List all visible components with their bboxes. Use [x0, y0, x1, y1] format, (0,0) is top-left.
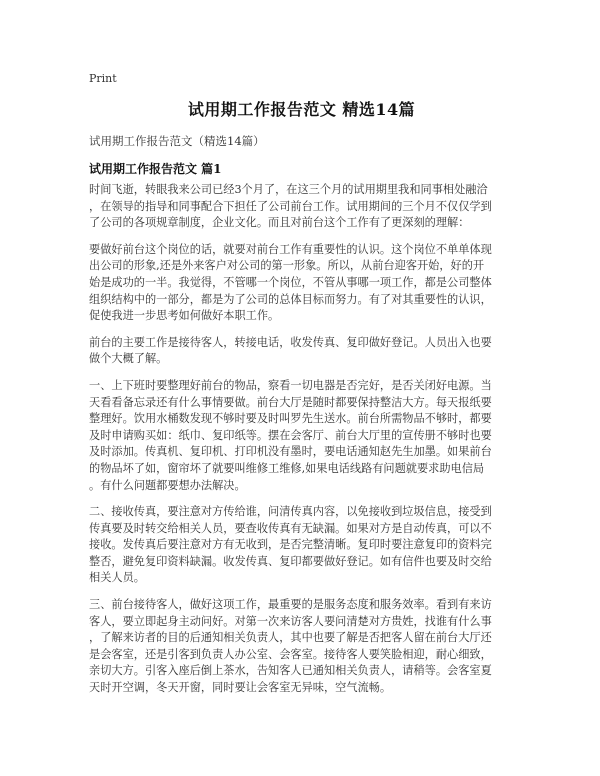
text-line: 接收。发传真后要注意对方有无收到，是否完整清晰。复印时要注意复印的资料完 — [89, 538, 492, 552]
paragraph-item-two — [89, 504, 514, 587]
paragraph-intro — [89, 182, 514, 232]
text-line: 出公司的形象,还是外来客户对公司的第一形象。所以，从前台迎客开始，好的开 — [89, 259, 485, 273]
print-label: Print — [89, 72, 117, 85]
text-line: 相关人员。 — [89, 571, 145, 585]
text-line: 整理好。饮用水桶数发现不够时要及时叫罗先生送水。前台所需物品不够时，都要 — [89, 412, 492, 426]
text-line: 的物品坏了如，窗帘坏了就要叫维修工维修,如果电话线路有问题就要求助电信局 — [89, 461, 485, 475]
text-line: 促使我进一步思考如何做好本职工作。 — [89, 309, 280, 323]
text-line: 天看看备忘录还有什么事情要做。前台大厅是随时都要保持整洁大方。每天报纸要 — [89, 395, 492, 409]
paragraph-main-duties — [89, 335, 514, 368]
text-line: 传真要及时转交给相关人员，要查收传真有无缺漏。如果对方是自动传真，可以不 — [89, 521, 492, 535]
text-line: 。有什么问题都要想办法解决。 — [89, 478, 246, 492]
text-line: 了公司的各项规章制度，企业文化。而且对前台这个工作有了更深刻的理解： — [89, 216, 470, 230]
text-line: 一、上下班时要整理好前台的物品，察看一切电器是否完好，是否关闭好电源。当 — [89, 378, 492, 392]
paragraph-item-one — [89, 378, 514, 494]
body-text — [89, 182, 514, 707]
text-line: 是会客室，还是引客到负责人办公室、会客室。接待客人要笑脸相迎，耐心细致， — [89, 647, 492, 661]
text-line: 亲切大方。引客入座后倒上茶水，告知客人已通知相关负责人，请稍等。会客室夏 — [89, 664, 492, 678]
text-line: 做个大概了解。 — [89, 352, 168, 366]
text-line: 时间飞逝，转眼我来公司已经3个月了，在这三个月的试用期里我和同事相处融洽 — [89, 183, 488, 196]
text-line: 三、前台接待客人，做好这项工作，最重要的是服务态度和服务效率。看到有来访 — [89, 598, 492, 612]
text-line: ，在领导的指导和同事配合下担任了公司前台工作。试用期间的三个月不仅仅学到 — [89, 199, 492, 213]
section-heading: 试用期工作报告范文 篇1 — [89, 162, 222, 176]
paragraph-item-three — [89, 597, 514, 697]
text-line: 天时开空调，冬天开窗，同时要让会客室无异味，空气流畅。 — [89, 681, 392, 695]
paragraph-importance — [89, 242, 514, 325]
text-line: 组织结构中的一部分，都是为了公司的总体目标而努力。有了对其重要性的认识， — [89, 292, 492, 306]
text-line: 整否，避免复印资料缺漏。收发传真、复印都要做好登记。如有信件也要及时交给 — [89, 554, 492, 568]
text-line: 及时添加。传真机、复印机、打印机没有墨时，要电话通知赵先生加墨。如果前台 — [89, 445, 492, 459]
text-line: 客人，要立即起身主动问好。对第一次来访客人要问清楚对方贵姓，找谁有什么事 — [89, 614, 492, 628]
page-title: 试用期工作报告范文 精选14篇 — [187, 100, 416, 119]
text-line: 始是成功的一半。我觉得，不管哪一个岗位，不管从事哪一项工作，都是公司整体 — [89, 275, 492, 289]
text-line: 及时申请购买如：纸巾、复印纸等。摆在会客厅、前台大厅里的宣传册不够时也要 — [89, 428, 492, 442]
document-subtitle: 试用期工作报告范文（精选14篇） — [89, 134, 265, 148]
text-line: 二、接收传真，要注意对方传给谁，问清传真内容，以免接收到垃圾信息，接受到 — [89, 505, 492, 519]
text-line: ，了解来访者的目的后通知相关负责人，其中也要了解是否把客人留在前台大厅还 — [89, 631, 492, 645]
text-line: 前台的主要工作是接待客人，转接电话，收发传真、复印做好登记。人员出入也要 — [89, 335, 492, 349]
text-line: 要做好前台这个岗位的话，就要对前台工作有重要性的认识。这个岗位不单单体现 — [89, 242, 492, 256]
